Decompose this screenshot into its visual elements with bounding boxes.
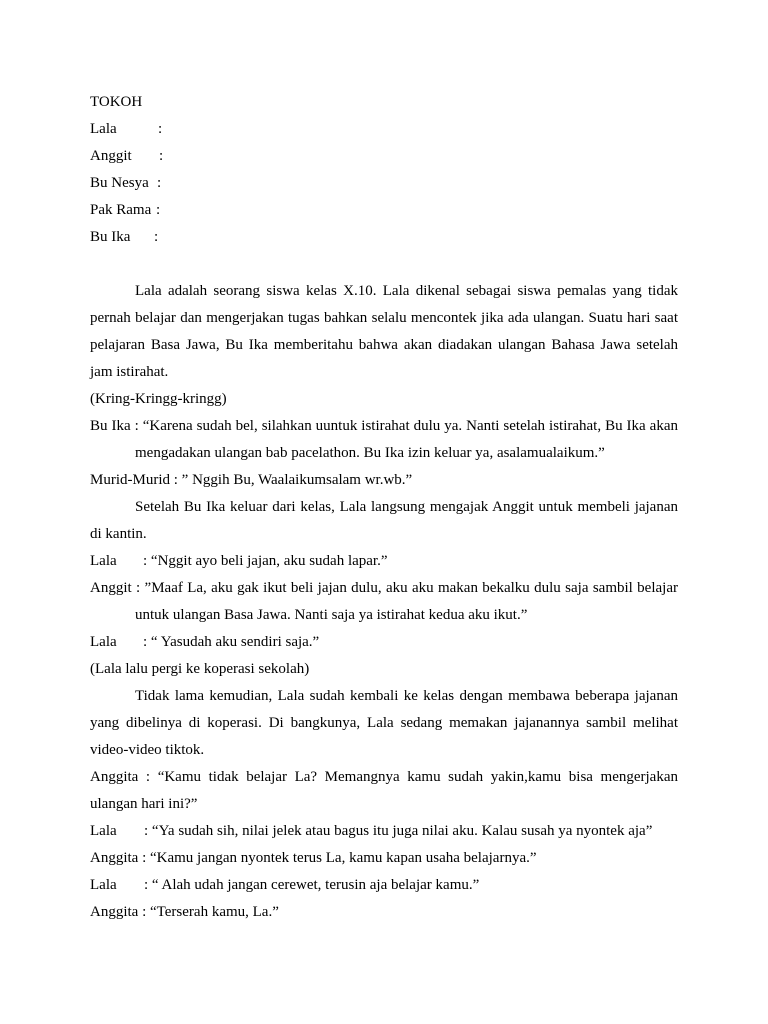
dialogue-text: ”Maaf La, aku gak ikut beli jajan dulu, aku aku makan bekalku dulu saja sambil belajar untuk ulangan Basa Jawa. Nanti saja ya istirahat kedua aku ikut.”: [135, 580, 678, 623]
cast-item: [90, 224, 678, 251]
script-blocks: [90, 278, 678, 926]
cast-name: Bu Ika: [90, 229, 131, 245]
cast-name: Pak Rama: [90, 202, 152, 218]
speaker-label: Bu Ika :: [90, 418, 143, 434]
speaker-label: Anggit :: [90, 580, 145, 596]
document-body: [90, 89, 678, 926]
cast-name: Lala: [90, 121, 117, 137]
cast-colon: :: [158, 121, 163, 137]
dialogue-line: [90, 818, 678, 845]
dialogue-line: [90, 413, 678, 467]
cast-list: [90, 116, 678, 251]
stage-direction: (Lala lalu pergi ke koperasi sekolah): [90, 661, 310, 677]
cast-colon: :: [154, 229, 159, 245]
dialogue-line: Murid-Murid : ” Nggih Bu, Waalaikumsalam wr.wb.”: [90, 472, 413, 488]
stage-direction: (Kring-Kringg-kringg): [90, 391, 227, 407]
dialogue-text: “Karena sudah bel, silahkan uuntuk istirahat dulu ya. Nanti setelah istirahat, Bu Ika akan mengadakan ulangan bab pacelathon. Bu Ika izin keluar ya, asalamualaikum.”: [135, 418, 678, 461]
cast-item: [90, 116, 678, 143]
cast-name: Anggit: [90, 148, 132, 164]
dialogue-line: Anggita : “Kamu tidak belajar La? Memangnya kamu sudah yakin,kamu bisa mengerjakan ulangan hari ini?”: [90, 769, 678, 812]
cast-colon: :: [159, 148, 164, 164]
speaker-label: Lala: [90, 823, 117, 839]
dialogue-line: Anggita : “Terserah kamu, La.”: [90, 904, 279, 920]
dialogue-text: : “Ya sudah sih, nilai jelek atau bagus itu juga nilai aku. Kalau susah ya nyontek aja”: [144, 823, 653, 839]
cast-item: [90, 143, 678, 170]
cast-item: [90, 170, 678, 197]
cast-colon: :: [157, 175, 162, 191]
narration-paragraph: Setelah Bu Ika keluar dari kelas, Lala langsung mengajak Anggit untuk membeli jajanan di kantin.: [90, 499, 678, 542]
dialogue-text: : “ Alah udah jangan cerewet, terusin aja belajar kamu.”: [144, 877, 480, 893]
speaker-label: Lala: [90, 877, 117, 893]
dialogue-text: : “Nggit ayo beli jajan, aku sudah lapar.”: [143, 553, 388, 569]
cast-name: Bu Nesya: [90, 175, 149, 191]
dialogue-line: [90, 575, 678, 629]
cast-item: [90, 197, 678, 224]
speaker-label: Lala: [90, 553, 117, 569]
narration-paragraph: Tidak lama kemudian, Lala sudah kembali ke kelas dengan membawa beberapa jajanan yang dibelinya di koperasi. Di bangkunya, Lala sedang memakan jajanannya sambil melihat video-video tiktok.: [90, 688, 678, 758]
dialogue-line: [90, 872, 678, 899]
dialogue-line: [90, 629, 678, 656]
narration-paragraph: Lala adalah seorang siswa kelas X.10. Lala dikenal sebagai siswa pemalas yang tidak pernah belajar dan mengerjakan tugas bahkan selalu mencontek jika ada ulangan. Suatu hari saat pelajaran Basa Jawa, Bu Ika memberitahu bahwa akan diadakan ulangan Bahasa Jawa setelah jam istirahat.: [90, 283, 678, 380]
cast-heading: TOKOH: [90, 94, 143, 110]
cast-colon: :: [156, 202, 161, 218]
dialogue-line: [90, 548, 678, 575]
dialogue-text: : “ Yasudah aku sendiri saja.”: [143, 634, 320, 650]
spacer: [90, 251, 678, 278]
dialogue-line: Anggita : “Kamu jangan nyontek terus La, kamu kapan usaha belajarnya.”: [90, 850, 537, 866]
speaker-label: Lala: [90, 634, 117, 650]
